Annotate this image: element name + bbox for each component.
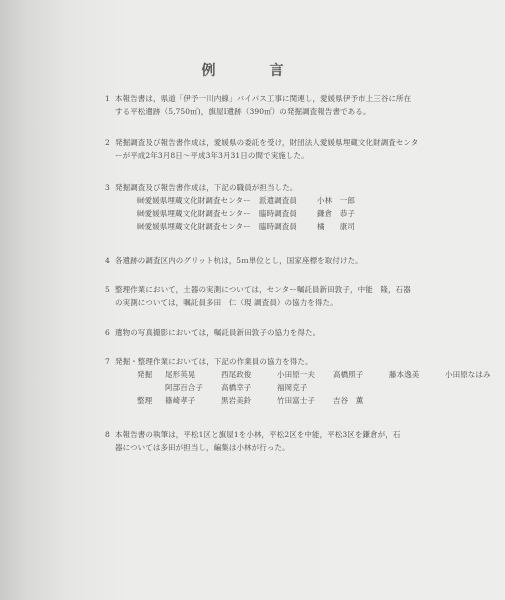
staff-row xyxy=(115,220,475,233)
item-number: 8 xyxy=(105,430,110,439)
item-number: 2 xyxy=(105,138,110,147)
item-text: 遺物の写真撮影においては，嘱託員新田敦子の協力を得た。 xyxy=(115,328,321,337)
staff-org: ㈶愛媛県埋蔵文化財調査センター xyxy=(137,209,251,218)
item-text: ーが平成2年3月8日～平成3年3月31日の間で実施した。 xyxy=(115,151,309,160)
list-item xyxy=(105,254,475,267)
worker-name: 吉谷 薫 xyxy=(333,396,364,405)
worker-name: 阿部百合子 xyxy=(165,383,203,392)
worker-name: 西尾政俊 xyxy=(221,370,252,379)
worker-name: 高橋幸子 xyxy=(221,383,252,392)
item-text: 発掘調査及び報告書作成は，下記の職員が担当した。 xyxy=(115,183,298,192)
staff-org: ㈶愛媛県埋蔵文化財調査センター xyxy=(137,196,251,205)
item-text: 器については多田が担当し，編集は小林が行った。 xyxy=(115,443,290,452)
item-text: 整理作業において，土器の実測については，センター嘱託員新田敦子，中能 隆，石器 xyxy=(115,285,411,294)
staff-row xyxy=(115,194,475,207)
item-text: 本報告書は，県道「伊予一川内線」バイパス工事に関連し，愛媛県伊予市上三谷に所在 xyxy=(115,94,412,103)
page-title: 例 言 xyxy=(201,63,304,79)
item-number: 5 xyxy=(105,285,110,294)
item-text: の実測については，嘱託員多田 仁（現 調査員）の協力を得た。 xyxy=(115,298,338,307)
list-item xyxy=(105,355,491,407)
item-text: 各遺跡の調査区内のグリット杭は，5ｍ単位とし，国家座標を取付けた。 xyxy=(115,256,363,265)
list-item xyxy=(105,428,475,454)
staff-name: 橘 康司 xyxy=(317,222,355,231)
worker-label: 発掘 xyxy=(137,370,153,379)
item-text: 発掘調査及び報告書作成は，愛媛県の委託を受け，財団法人愛媛県埋蔵文化財調査センタ xyxy=(115,138,419,147)
worker-row xyxy=(115,368,491,381)
item-number: 6 xyxy=(105,328,110,337)
worker-name: 高橋照子 xyxy=(333,370,364,379)
worker-name: 尾形英晃 xyxy=(165,370,196,379)
list-item xyxy=(105,92,475,118)
item-number: 7 xyxy=(105,357,110,366)
list-item xyxy=(105,181,475,233)
staff-name: 鎌倉 恭子 xyxy=(317,209,355,218)
worker-name: 竹田富士子 xyxy=(277,396,315,405)
worker-row xyxy=(115,394,475,407)
worker-label: 整理 xyxy=(137,396,153,405)
list-item xyxy=(105,136,475,162)
item-number: 4 xyxy=(105,256,110,265)
worker-name: 福岡克子 xyxy=(277,383,308,392)
list-item xyxy=(105,283,475,309)
staff-row xyxy=(115,207,475,220)
staff-name: 小林 一郎 xyxy=(317,196,355,205)
list-item xyxy=(105,326,475,339)
item-text: 発掘・整理作業においては，下記の作業員の協力を得た。 xyxy=(115,357,313,366)
item-number: 3 xyxy=(105,183,110,192)
worker-row xyxy=(115,381,475,394)
worker-name: 黒岩美鈴 xyxy=(221,396,252,405)
staff-org: ㈶愛媛県埋蔵文化財調査センター xyxy=(137,222,251,231)
item-number: 1 xyxy=(105,94,110,103)
staff-role: 派遣調査員 xyxy=(259,196,297,205)
worker-name: 小田原なはみ xyxy=(445,370,491,379)
worker-name: 藤本逸美 xyxy=(389,370,420,379)
item-text: 本報告書の執筆は，平松1区と旗屋1を小林，平松2区を中能，平松3区を鎌倉が，石 xyxy=(115,430,401,439)
item-text: する平松遺跡（5,750㎡)，旗屋Ⅰ遺跡（390㎡）の発掘調査報告書である。 xyxy=(115,107,371,116)
worker-name: 篠崎孝子 xyxy=(165,396,196,405)
worker-name: 小田原一夫 xyxy=(277,370,315,379)
staff-role: 臨時調査員 xyxy=(259,222,297,231)
staff-role: 臨時調査員 xyxy=(259,209,297,218)
